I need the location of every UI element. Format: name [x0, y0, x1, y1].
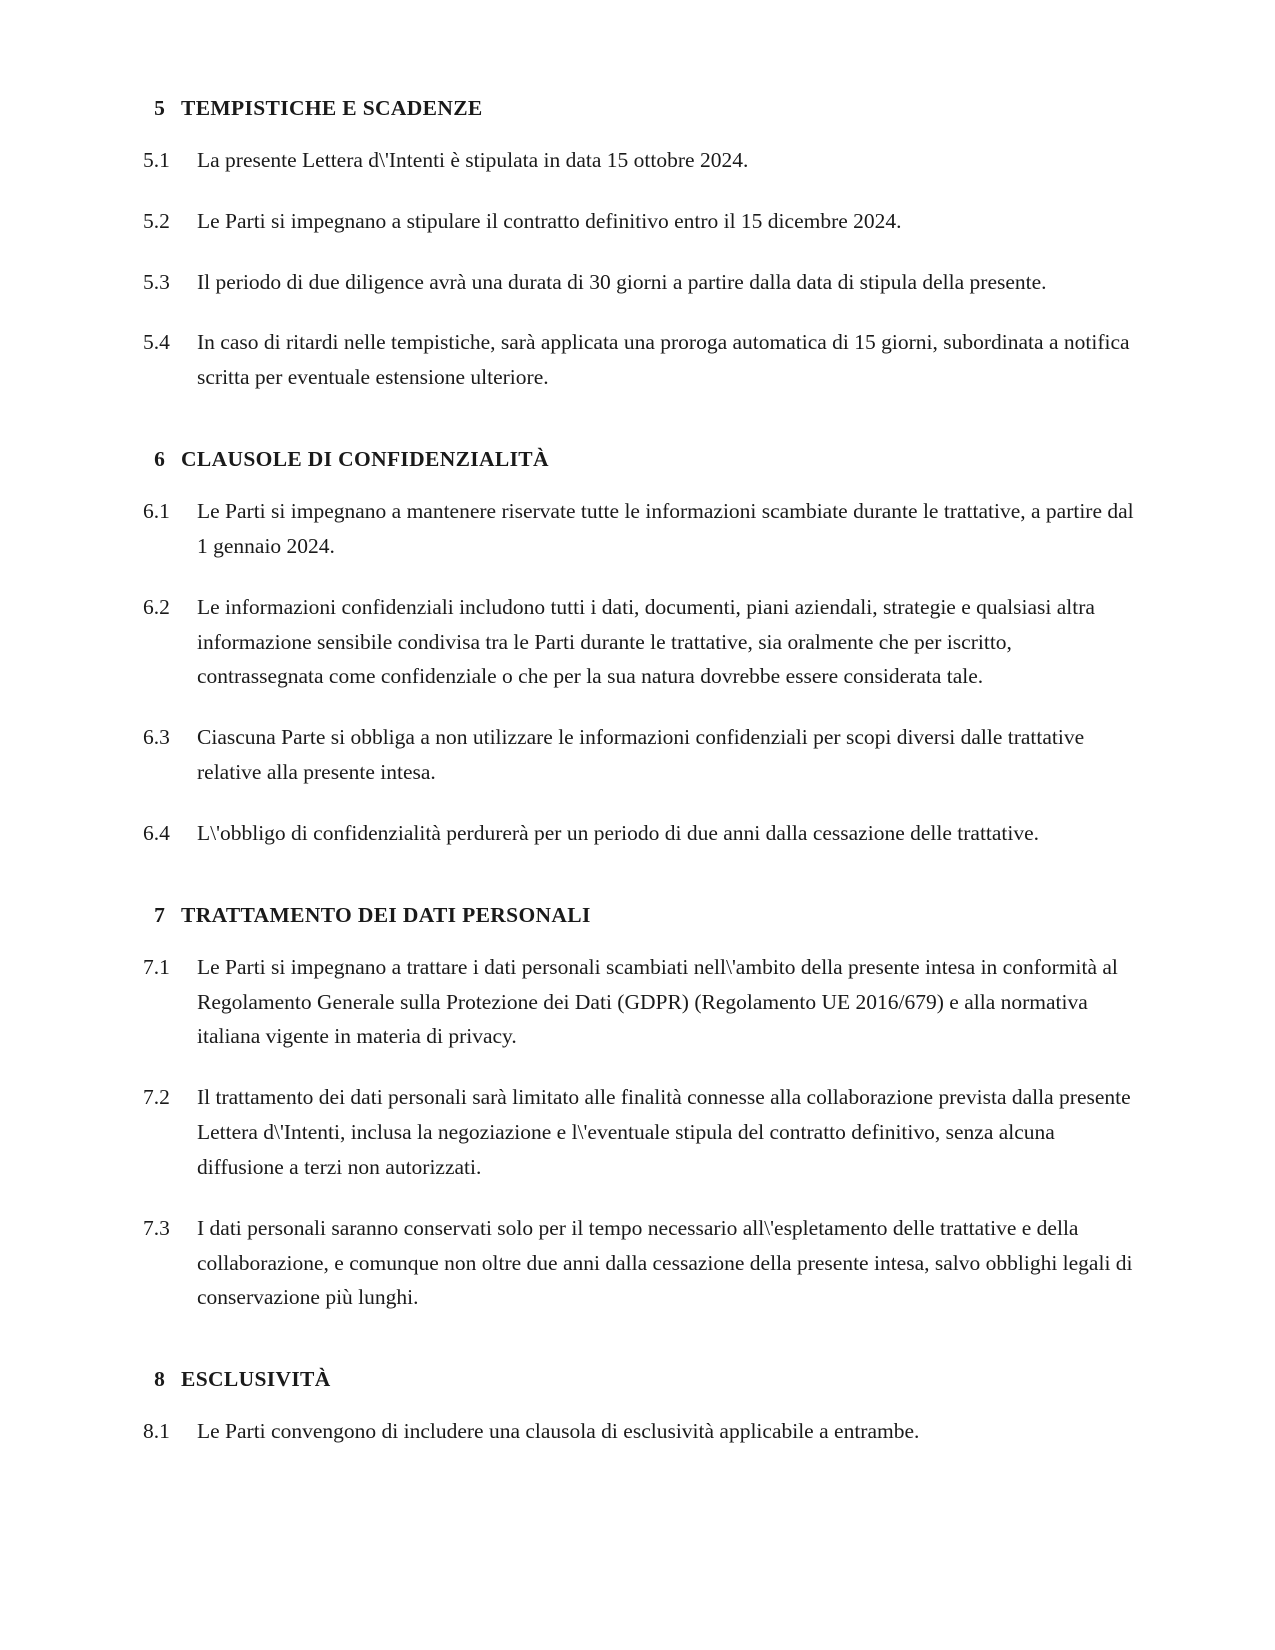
clause-7-3 [143, 1211, 1143, 1315]
clause-text: I dati personali saranno conservati solo per il tempo necessario all\'espletamento delle trattative e della collaborazione, e comunque non oltre due anni dalla cessazione della presente intesa, salvo obblighi legali di conservazione più lunghi. [197, 1215, 1133, 1310]
clause-text: Le informazioni confidenziali includono tutti i dati, documenti, piani aziendali, strategie e qualsiasi altra informazione sensibile condivisa tra le Parti durante le trattative, sia oralmente che per iscritto, contrassegnata come confidenziale o che per la sua natura dovrebbe essere considerata tale. [197, 594, 1095, 689]
clause-text: Ciascuna Parte si obbliga a non utilizzare le informazioni confidenziali per scopi diversi dalle trattative relative alla presente intesa. [197, 725, 1085, 785]
section-number: 7 [154, 902, 165, 927]
clause-7-2 [143, 1080, 1143, 1184]
clause-number: 5.1 [143, 148, 170, 172]
clause-7-1 [143, 950, 1143, 1054]
clause-6-4 [143, 816, 1143, 851]
document-body [143, 96, 1143, 1449]
clause-text: L\'obbligo di confidenzialità perdurerà per un periodo di due anni dalla cessazione delle trattative. [197, 820, 1040, 845]
clause-number: 6.1 [143, 499, 170, 524]
section-block-7 [143, 903, 1143, 1315]
clause-number: 6.3 [143, 725, 170, 750]
clause-number: 6.4 [143, 820, 170, 845]
clause-text: Il periodo di due diligence avrà una durata di 30 giorni a partire dalla data di stipula della presente. [197, 269, 1047, 294]
clause-text: La presente Lettera d\'Intenti è stipulata in data 15 ottobre 2024. [197, 148, 749, 172]
clause-text: Le Parti si impegnano a stipulare il contratto definitivo entro il 15 dicembre 2024. [197, 208, 902, 233]
clause-8-1 [143, 1414, 1143, 1449]
clause-text: Le Parti convengono di includere una clausola di esclusività applicabile a entrambe. [197, 1419, 920, 1444]
section-heading-8 [143, 1367, 1143, 1392]
clause-5-1 [143, 143, 1143, 178]
section-title: CLAUSOLE DI CONFIDENZIALITÀ [181, 447, 549, 472]
clause-6-2 [143, 590, 1143, 694]
section-heading-6 [143, 447, 1143, 472]
section-number: 8 [154, 1367, 165, 1392]
clause-number: 5.4 [143, 330, 170, 355]
clause-5-4 [143, 325, 1143, 395]
section-title: TEMPISTICHE E SCADENZE [181, 96, 483, 120]
clause-number: 7.2 [143, 1085, 170, 1110]
clause-6-1 [143, 494, 1143, 564]
clause-text: Le Parti si impegnano a trattare i dati personali scambiati nell\'ambito della presente intesa in conformità al Regolamento Generale sulla Protezione dei Dati (GDPR) (Regolamento UE 2016/679) e alla normativa italiana vigente in materia di privacy. [197, 954, 1118, 1049]
section-heading-5 [143, 96, 1143, 121]
clause-number: 8.1 [143, 1419, 170, 1444]
section-number: 5 [154, 96, 165, 120]
section-title: ESCLUSIVITÀ [181, 1367, 331, 1392]
section-title: TRATTAMENTO DEI DATI PERSONALI [181, 902, 591, 927]
clause-text: In caso di ritardi nelle tempistiche, sarà applicata una proroga automatica di 15 giorni, subordinata a notifica scritta per eventuale estensione ulteriore. [197, 330, 1130, 390]
clause-number: 7.3 [143, 1215, 170, 1240]
clause-text: Le Parti si impegnano a mantenere riservate tutte le informazioni scambiate durante le trattative, a partire dal 1 gennaio 2024. [197, 499, 1134, 558]
section-heading-7 [143, 903, 1143, 928]
section-block-6 [143, 447, 1143, 851]
clause-number: 7.1 [143, 954, 170, 979]
clause-text: Il trattamento dei dati personali sarà limitato alle finalità connesse alla collaborazione prevista dalla presente Lettera d\'Intenti, inclusa la negoziazione e l\'eventuale stipula del contratto definitivo, senza alcuna diffusione a terzi non autorizzati. [197, 1085, 1131, 1179]
clause-number: 5.2 [143, 208, 170, 233]
section-block-8 [143, 1367, 1143, 1449]
clause-5-2 [143, 204, 1143, 239]
section-block-5 [143, 96, 1143, 395]
clause-5-3 [143, 265, 1143, 300]
clause-number: 5.3 [143, 269, 170, 294]
section-number: 6 [154, 447, 165, 472]
clause-6-3 [143, 720, 1143, 790]
clause-number: 6.2 [143, 594, 170, 619]
